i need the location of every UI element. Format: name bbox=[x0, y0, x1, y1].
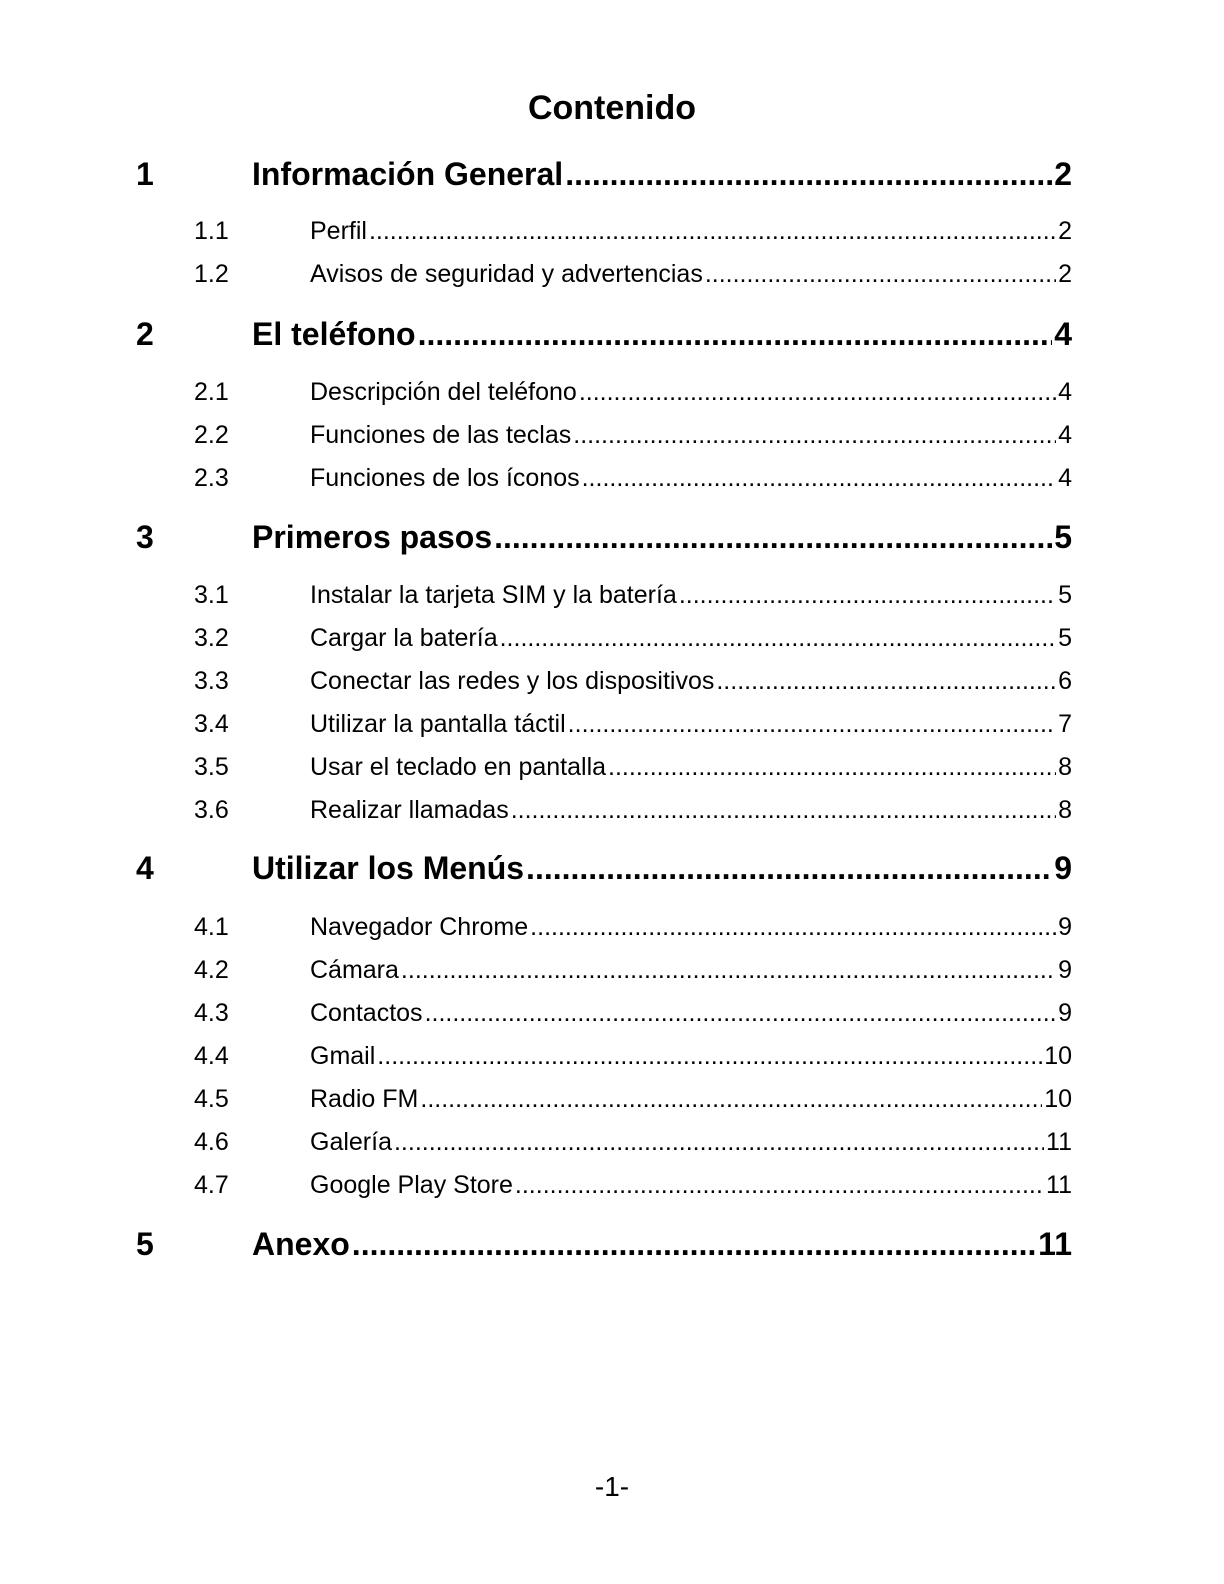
toc-subsection-line bbox=[310, 578, 1072, 612]
toc-subsection-entry[interactable] bbox=[0, 1039, 1224, 1073]
toc-section-page-number: 4 bbox=[1054, 316, 1072, 352]
toc-subsection-entry[interactable] bbox=[0, 1125, 1224, 1159]
toc-subsection-label: Gmail bbox=[310, 1042, 376, 1070]
toc-section-label: Anexo bbox=[252, 1226, 350, 1262]
toc-section-number: 4 bbox=[136, 850, 154, 886]
toc-subsection-label: Descripción del teléfono bbox=[310, 378, 577, 406]
dot-leader bbox=[401, 953, 1056, 987]
toc-subsection-page-number: 11 bbox=[1046, 1171, 1072, 1199]
toc-subsection-page-number: 8 bbox=[1058, 753, 1072, 781]
toc-section-entry[interactable] bbox=[0, 517, 1224, 557]
toc-subsection-entry[interactable] bbox=[0, 953, 1224, 987]
toc-subsection-number: 4.6 bbox=[194, 1128, 229, 1156]
toc-subsection-label: Funciones de las teclas bbox=[310, 421, 572, 449]
toc-subsection-label: Google Play Store bbox=[310, 1171, 513, 1199]
toc-subsection-line bbox=[310, 461, 1072, 495]
toc-subsection-entry[interactable] bbox=[0, 578, 1224, 612]
toc-subsection-number: 3.3 bbox=[194, 667, 229, 695]
toc-subsection-entry[interactable] bbox=[0, 461, 1224, 495]
toc-subsection-number: 1.1 bbox=[194, 217, 229, 245]
toc-subsection-page-number: 4 bbox=[1058, 421, 1072, 449]
toc-subsection-entry[interactable] bbox=[0, 621, 1224, 655]
toc-subsection-number: 3.6 bbox=[194, 796, 229, 824]
toc-subsection-number: 4.5 bbox=[194, 1085, 229, 1113]
toc-subsection-number: 2.1 bbox=[194, 378, 229, 406]
toc-section-page-number: 5 bbox=[1054, 519, 1072, 555]
toc-subsection-number: 4.3 bbox=[194, 999, 229, 1027]
toc-section-line bbox=[252, 1224, 1072, 1264]
toc-subsection-page-number: 7 bbox=[1058, 710, 1072, 738]
toc-subsection-line bbox=[310, 750, 1072, 784]
toc-subsection-page-number: 9 bbox=[1058, 913, 1072, 941]
dot-leader bbox=[679, 578, 1056, 612]
toc-subsection-page-number: 10 bbox=[1044, 1085, 1072, 1113]
toc-subsection-line bbox=[310, 214, 1072, 248]
dot-leader bbox=[500, 621, 1056, 655]
toc-subsection-entry[interactable] bbox=[0, 257, 1224, 291]
dot-leader bbox=[494, 517, 1052, 557]
toc-subsection-number: 3.2 bbox=[194, 624, 229, 652]
toc-subsection-entry[interactable] bbox=[0, 750, 1224, 784]
toc-subsection-page-number: 11 bbox=[1046, 1128, 1072, 1156]
toc-subsection-line bbox=[310, 257, 1072, 291]
toc-section-number: 2 bbox=[136, 316, 154, 352]
toc-subsection-label: Cargar la batería bbox=[310, 624, 498, 652]
toc-section-label: Información General bbox=[252, 156, 564, 192]
toc-section-number: 3 bbox=[136, 519, 154, 555]
dot-leader bbox=[420, 1082, 1042, 1116]
toc-subsection-line bbox=[310, 418, 1072, 452]
toc-section-label: El teléfono bbox=[252, 316, 416, 352]
dot-leader bbox=[369, 214, 1056, 248]
toc-subsection-line bbox=[310, 707, 1072, 741]
toc-subsection-label: Perfil bbox=[310, 217, 367, 245]
dot-leader bbox=[582, 461, 1056, 495]
toc-subsection-entry[interactable] bbox=[0, 1168, 1224, 1202]
toc-section-line bbox=[252, 154, 1072, 194]
toc-subsection-page-number: 9 bbox=[1058, 999, 1072, 1027]
toc-subsection-line bbox=[310, 375, 1072, 409]
toc-section-entry[interactable] bbox=[0, 154, 1224, 194]
toc-subsection-line bbox=[310, 621, 1072, 655]
toc-subsection-page-number: 4 bbox=[1058, 378, 1072, 406]
toc-subsection-number: 2.3 bbox=[194, 464, 229, 492]
toc-subsection-entry[interactable] bbox=[0, 375, 1224, 409]
toc-subsection-page-number: 8 bbox=[1058, 796, 1072, 824]
dot-leader bbox=[515, 1168, 1044, 1202]
toc-subsection-page-number: 6 bbox=[1058, 667, 1072, 695]
toc-subsection-page-number: 5 bbox=[1058, 624, 1072, 652]
toc-subsection-number: 3.4 bbox=[194, 710, 229, 738]
dot-leader bbox=[352, 1224, 1036, 1264]
toc-subsection-line bbox=[310, 1039, 1072, 1073]
toc-subsection-label: Navegador Chrome bbox=[310, 913, 529, 941]
toc-subsection-label: Radio FM bbox=[310, 1085, 419, 1113]
toc-subsection-label: Cámara bbox=[310, 956, 399, 984]
toc-section-line bbox=[252, 848, 1072, 888]
toc-subsection-line bbox=[310, 1168, 1072, 1202]
toc-section-line bbox=[252, 517, 1072, 557]
toc-section-entry[interactable] bbox=[0, 848, 1224, 888]
toc-subsection-label: Usar el teclado en pantalla bbox=[310, 753, 607, 781]
dot-leader bbox=[705, 257, 1056, 291]
toc-subsection-line bbox=[310, 664, 1072, 698]
toc-subsection-label: Galería bbox=[310, 1128, 392, 1156]
toc-subsection-line bbox=[310, 793, 1072, 827]
toc-subsection-number: 4.1 bbox=[194, 913, 229, 941]
toc-subsection-line bbox=[310, 910, 1072, 944]
dot-leader bbox=[608, 750, 1056, 784]
dot-leader bbox=[511, 793, 1056, 827]
toc-subsection-line bbox=[310, 953, 1072, 987]
toc-section-label: Primeros pasos bbox=[252, 519, 493, 555]
dot-leader bbox=[579, 375, 1056, 409]
toc-subsection-entry[interactable] bbox=[0, 910, 1224, 944]
toc-subsection-number: 1.2 bbox=[194, 260, 229, 288]
dot-leader bbox=[573, 418, 1056, 452]
dot-leader bbox=[425, 996, 1057, 1030]
toc-subsection-number: 4.4 bbox=[194, 1042, 229, 1070]
toc-subsection-label: Contactos bbox=[310, 999, 423, 1027]
toc-section-page-number: 2 bbox=[1054, 156, 1072, 192]
toc-subsection-page-number: 10 bbox=[1044, 1042, 1072, 1070]
toc-subsection-entry[interactable] bbox=[0, 418, 1224, 452]
dot-leader bbox=[377, 1039, 1042, 1073]
dot-leader bbox=[565, 154, 1052, 194]
toc-subsection-page-number: 2 bbox=[1058, 260, 1072, 288]
toc-section-line bbox=[252, 314, 1072, 354]
dot-leader bbox=[526, 848, 1052, 888]
page-number: -1- bbox=[594, 1471, 630, 1502]
toc-subsection-label: Conectar las redes y los dispositivos bbox=[310, 667, 715, 695]
toc-subsection-number: 4.2 bbox=[194, 956, 229, 984]
toc-subsection-page-number: 4 bbox=[1058, 464, 1072, 492]
toc-subsection-number: 4.7 bbox=[194, 1171, 229, 1199]
toc-subsection-entry[interactable] bbox=[0, 1082, 1224, 1116]
toc-subsection-label: Realizar llamadas bbox=[310, 796, 509, 824]
toc-section-number: 5 bbox=[136, 1226, 154, 1262]
toc-subsection-number: 2.2 bbox=[194, 421, 229, 449]
toc-subsection-label: Funciones de los íconos bbox=[310, 464, 580, 492]
toc-section-number: 1 bbox=[136, 156, 154, 192]
toc-subsection-page-number: 2 bbox=[1058, 217, 1072, 245]
toc-subsection-number: 3.1 bbox=[194, 581, 229, 609]
dot-leader bbox=[530, 910, 1056, 944]
toc-subsection-label: Avisos de seguridad y advertencias bbox=[310, 260, 703, 288]
toc-section-entry[interactable] bbox=[0, 314, 1224, 354]
toc-subsection-line bbox=[310, 1125, 1072, 1159]
toc-subsection-entry[interactable] bbox=[0, 996, 1224, 1030]
toc-section-entry[interactable] bbox=[0, 1224, 1224, 1264]
dot-leader bbox=[568, 707, 1056, 741]
toc-subsection-page-number: 5 bbox=[1058, 581, 1072, 609]
toc-subsection-line bbox=[310, 996, 1072, 1030]
toc-subsection-label: Utilizar la pantalla táctil bbox=[310, 710, 566, 738]
toc-section-page-number: 11 bbox=[1038, 1226, 1072, 1262]
toc-subsection-number: 3.5 bbox=[194, 753, 229, 781]
toc-subsection-page-number: 9 bbox=[1058, 956, 1072, 984]
toc-subsection-entry[interactable] bbox=[0, 793, 1224, 827]
toc-subsection-label: Instalar la tarjeta SIM y la batería bbox=[310, 581, 677, 609]
toc-subsection-entry[interactable] bbox=[0, 214, 1224, 248]
toc-subsection-entry[interactable] bbox=[0, 664, 1224, 698]
toc-section-label: Utilizar los Menús bbox=[252, 850, 525, 886]
toc-subsection-line bbox=[310, 1082, 1072, 1116]
toc-subsection-entry[interactable] bbox=[0, 707, 1224, 741]
dot-leader bbox=[418, 314, 1053, 354]
toc-section-page-number: 9 bbox=[1054, 850, 1072, 886]
dot-leader bbox=[716, 664, 1056, 698]
page-title: Contenido bbox=[527, 89, 697, 127]
dot-leader bbox=[394, 1125, 1044, 1159]
